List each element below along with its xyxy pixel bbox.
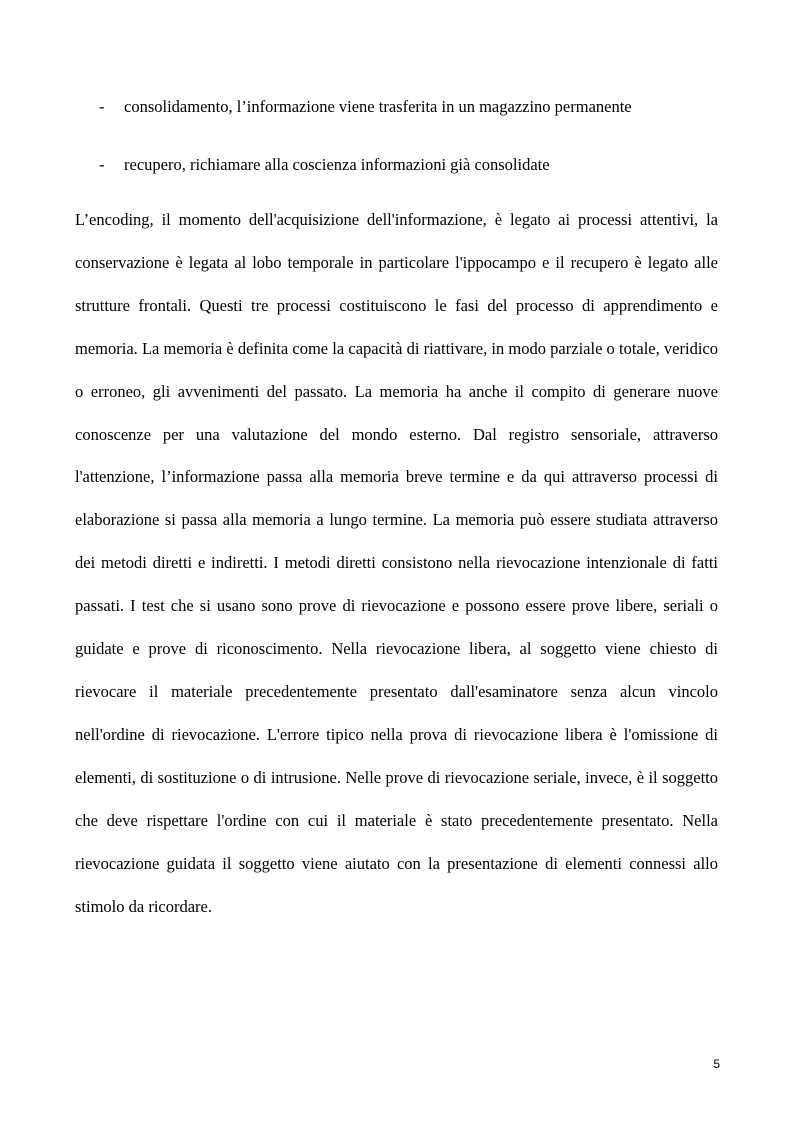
page-number: 5 <box>713 1057 720 1071</box>
list-item <box>0 88 794 146</box>
bullet-marker: - <box>99 97 105 116</box>
bullet-marker: - <box>99 155 105 174</box>
body-paragraph: L’encoding, il momento dell'acquisizione dell'informazione, è legato ai processi attentivi, la conservazione è legata al lobo temporale in particolare l'ippocampo e il recupero è legato alle strutture frontali. Questi tre processi costituiscono le fasi del processo di apprendimento e memoria. La memoria è definita come la capacità di riattivare, in modo parziale o totale, veridico o erroneo, gli avvenimenti del passato. La memoria ha anche il compito di generare nuove conoscenze per una valutazione del mondo esterno. Dal registro sensoriale, attraverso l'attenzione, l’informazione passa alla memoria breve termine e da qui attraverso processi di elaborazione si passa alla memoria a lungo termine. La memoria può essere studiata attraverso dei metodi diretti e indiretti. I metodi diretti consistono nella rievocazione intenzionale di fatti passati. I test che si usano sono prove di rievocazione e possono essere prove libere, seriali o guidate e prove di riconoscimento. Nella rievocazione libera, al soggetto viene chiesto di rievocare il materiale precedentemente presentato dall'esaminatore senza alcun vincolo nell'ordine di rievocazione. L'errore tipico nella prova di rievocazione libera è l'omissione di elementi, di sostituzione o di intrusione. Nelle prove di rievocazione seriale, invece, è il soggetto che deve rispettare l'ordine con cui il materiale è stato precedentemente presentato. Nella rievocazione guidata il soggetto viene aiutato con la presentazione di elementi connessi allo stimolo da ricordare. <box>75 210 718 916</box>
bullet-text: consolidamento, l’informazione viene trasferita in un magazzino permanente <box>124 97 632 116</box>
bullet-text: recupero, richiamare alla coscienza informazioni già consolidate <box>124 155 550 174</box>
bullet-list <box>0 88 794 204</box>
list-item <box>0 146 794 204</box>
